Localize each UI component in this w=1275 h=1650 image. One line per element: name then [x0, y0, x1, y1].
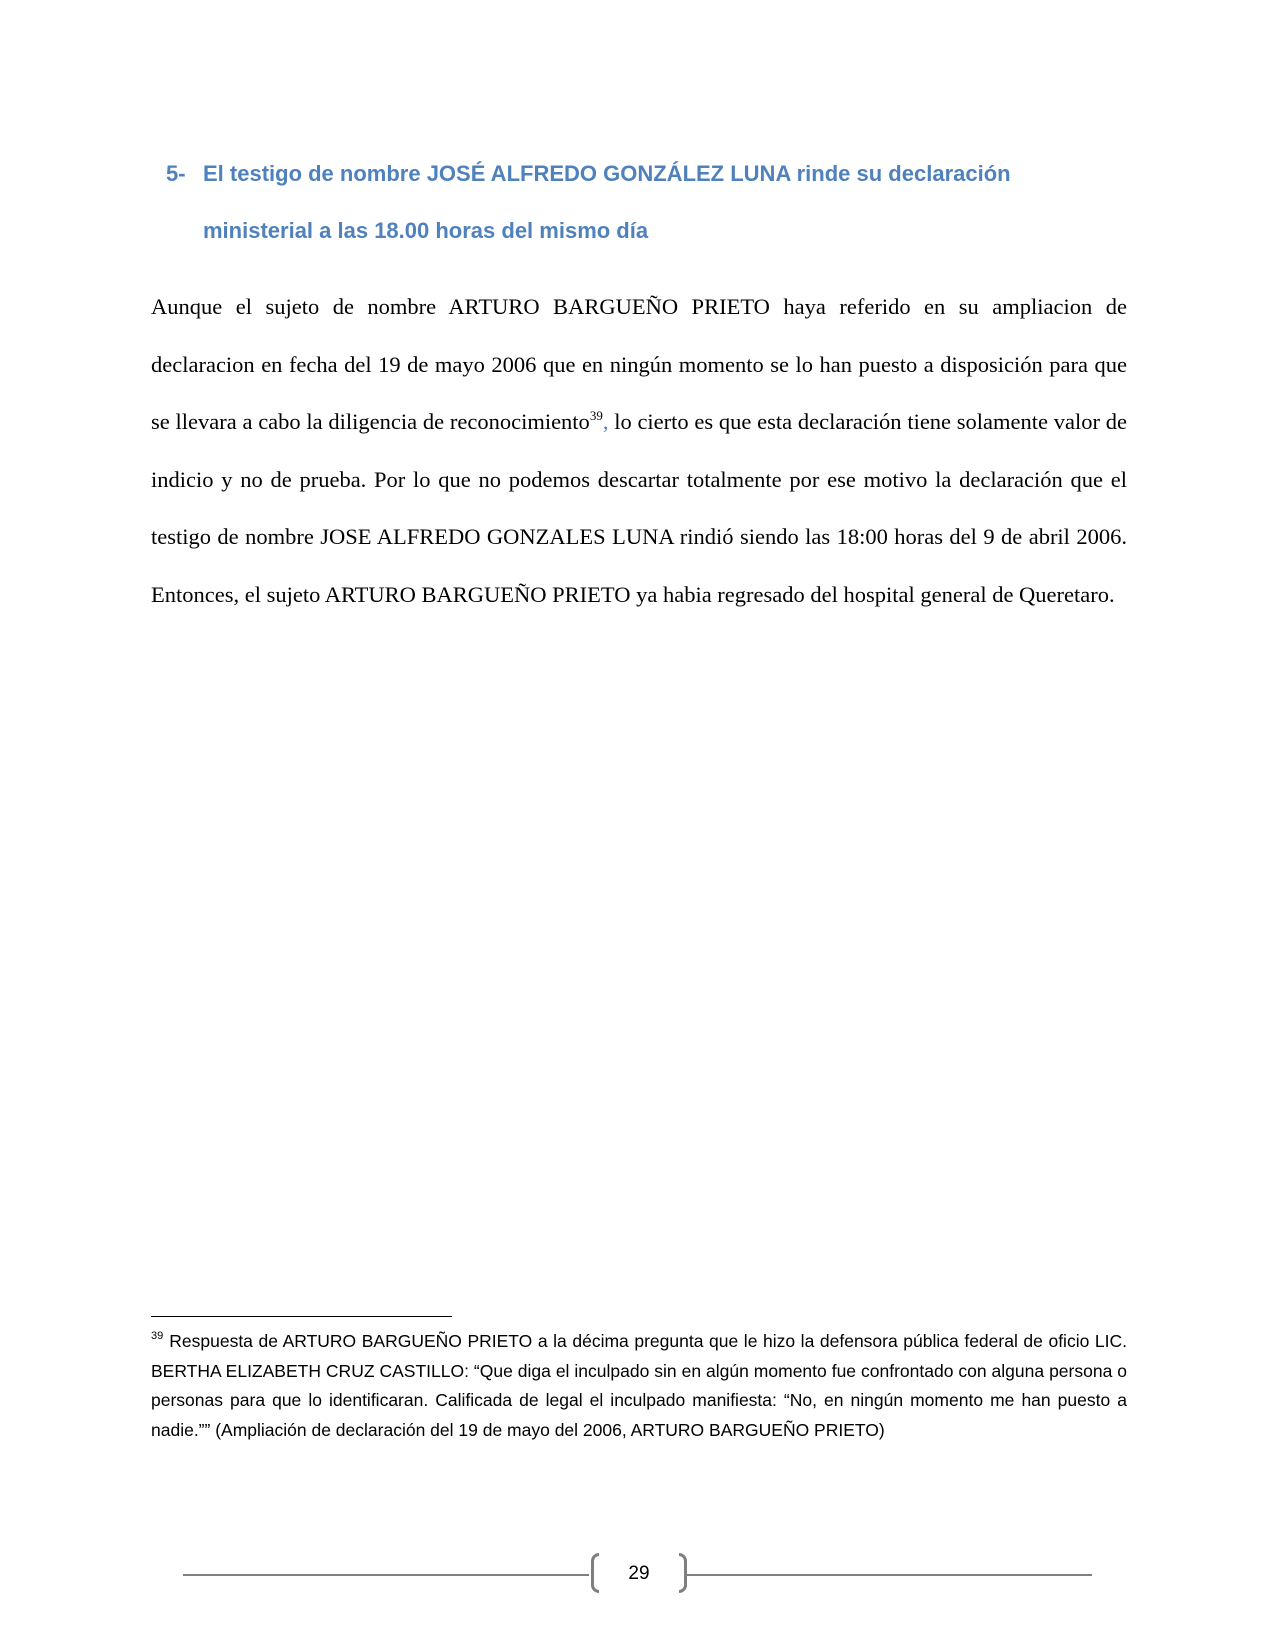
- body-text-before-ref: Aunque el sujeto de nombre ARTURO BARGUEÑO PRIETO haya referido en su ampliacion de declaracion en fecha del 19 de mayo 2006 que en ningún momento se lo han puesto a disposición para que se llevara a cabo la diligencia de reconocimiento: [151, 294, 1127, 434]
- footer-rule-right: [685, 1574, 1092, 1576]
- reference-comma: ,: [602, 409, 609, 434]
- footnote-separator: [151, 1316, 452, 1317]
- body-paragraph: [151, 278, 1127, 623]
- footnote-text: Respuesta de ARTURO BARGUEÑO PRIETO a la décima pregunta que le hizo la defensora pública federal de oficio LIC. BERTHA ELIZABETH CRUZ CASTILLO: “Que diga el inculpado sin en algún momento fue confrontado con alguna persona o personas para que lo identificaran. Calificada de legal el inculpado manifiesta: “No, en ningún momento me han puesto a nadie.”” (Ampliación de declaración del 19 de mayo del 2006, ARTURO BARGUEÑO PRIETO): [151, 1331, 1127, 1440]
- page-number-bracket-right: [679, 1553, 687, 1593]
- page-number: 29: [628, 1563, 650, 1584]
- section-heading: [166, 145, 1086, 259]
- footnote: [151, 1327, 1127, 1445]
- section-title-line-1: El testigo de nombre JOSÉ ALFREDO GONZÁLEZ LUNA rinde su declaración: [203, 161, 1011, 186]
- footnote-number: 39: [151, 1330, 164, 1342]
- footnote-reference[interactable]: 39: [589, 408, 603, 423]
- footer-rule-left: [183, 1574, 589, 1576]
- body-text-after-ref: lo cierto es que esta declaración tiene solamente valor de indicio y no de prueba. Por lo que no podemos descartar totalmente por ese motivo la declaración que el testigo de nombre JOSE ALFREDO GONZALES LUNA rindió siendo las 18:00 horas del 9 de abril 2006. Entonces, el sujeto ARTURO BARGUEÑO PRIETO ya habia regresado del hospital general de Queretaro.: [151, 409, 1127, 607]
- page-number-bracket-left: [591, 1553, 599, 1593]
- section-title-line-2: ministerial a las 18.00 horas del mismo día: [203, 218, 649, 243]
- section-number: 5-: [166, 161, 186, 186]
